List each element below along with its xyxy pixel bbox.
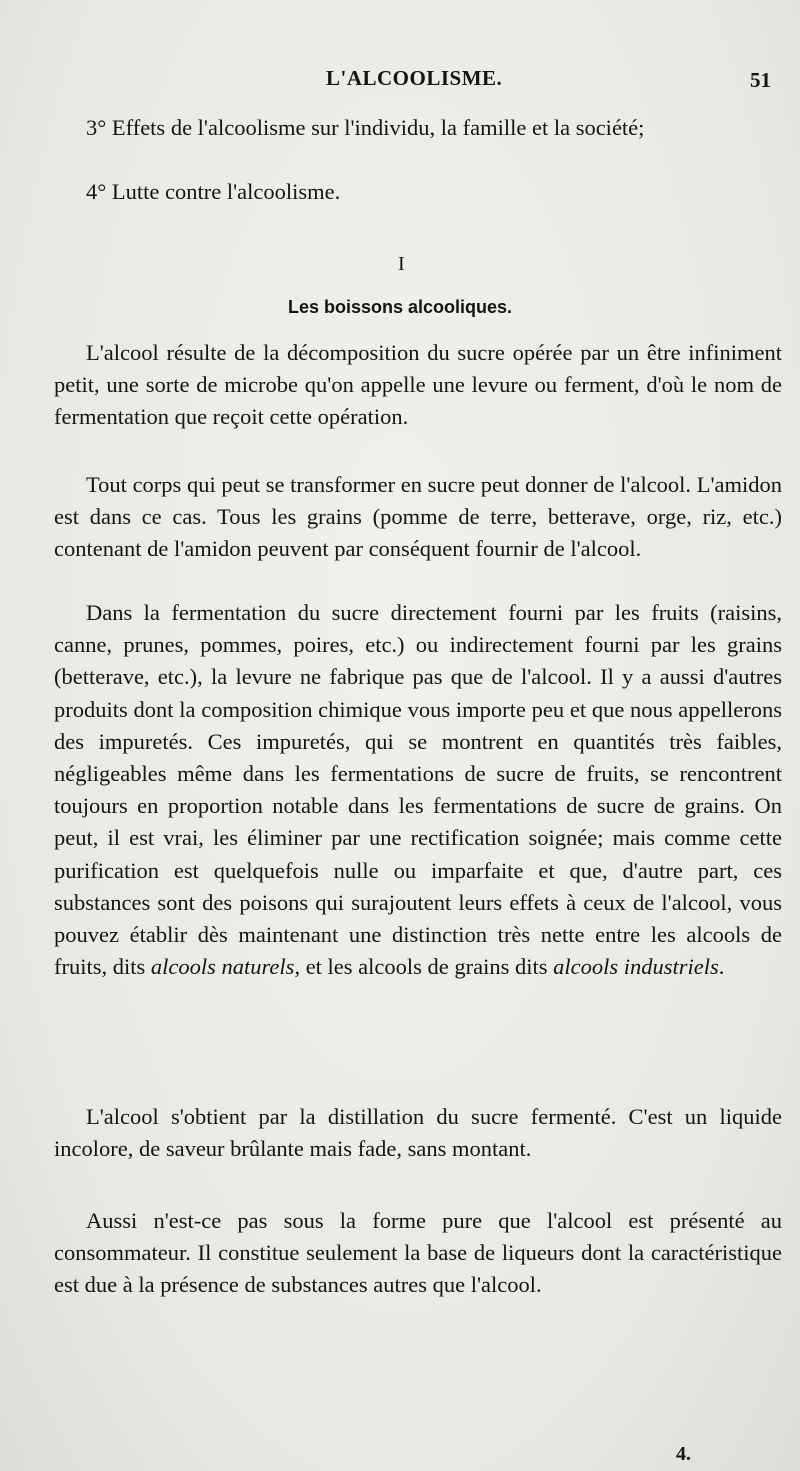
section-title: Les boissons alcooliques. bbox=[287, 297, 513, 317]
signature-mark: 4. bbox=[676, 1443, 691, 1465]
page-number: 51 bbox=[750, 68, 771, 92]
section-number: I bbox=[398, 253, 405, 275]
paragraph-3-text-a: Dans la fermentation du sucre directement fourni par les fruits (raisins, canne, prunes, pommes, poires, etc.) ou indirectement fourni par les grains (betterave, etc.), la levure ne fabrique pas que de l'alcool. Il y a aussi d'autres produits dont la composition chimique vous importe peu et que nous appellerons des impuretés. Ces impuretés, qui se montrent en quantités très faibles, négligeables même dans les fermentations de sucre de fruits, se rencontrent toujours en proportion notable dans les fermentations de sucre de grains. On peut, il est vrai, les éliminer par une rectification soignée; mais comme cette purification est quelquefois nulle ou imparfaite et que, d'autre part, ces substances sont des poisons qui surajoutent leurs effets à ceux de l'alcool, vous pouvez établir dès maintenant une distinction très nette entre les alcools de fruits, dits bbox=[54, 600, 782, 980]
paragraph-4: L'alcool s'obtient par la distillation du sucre fermenté. C'est un liquide incolore, de saveur brûlante mais fade, sans montant. bbox=[54, 1104, 782, 1162]
paragraph-3-text-c: . bbox=[718, 954, 725, 980]
running-head-title: L'ALCOOLISME. bbox=[326, 66, 503, 90]
list-item-3: 3° Effets de l'alcoolisme sur l'individu, la famille et la société; bbox=[86, 115, 645, 140]
term-natural-alcohols: alcools naturels bbox=[150, 954, 295, 980]
paragraph-1: L'alcool résulte de la décomposition du sucre opérée par un être infiniment petit, une sorte de microbe qu'on appelle une levure ou ferment, d'où le nom de fermentation que reçoit cette opération. bbox=[54, 340, 782, 430]
list-item-4: 4° Lutte contre l'alcoolisme. bbox=[86, 179, 341, 204]
paragraph-3 bbox=[54, 597, 782, 983]
paragraph-5: Aussi n'est-ce pas sous la forme pure que l'alcool est présenté au consommateur. Il constitue seulement la base de liqueurs dont la caractéristique est due à la présence de substances autres que l'alcool. bbox=[54, 1208, 782, 1298]
paragraph-2: Tout corps qui peut se transformer en sucre peut donner de l'alcool. L'amidon est dans ce cas. Tous les grains (pomme de terre, betterave, orge, riz, etc.) contenant de l'amidon peuvent par conséquent fournir de l'alcool. bbox=[54, 472, 782, 562]
term-industrial-alcohols: alcools industriels bbox=[553, 954, 719, 980]
paragraph-3-text-b: , et les alcools de grains dits bbox=[294, 954, 548, 980]
